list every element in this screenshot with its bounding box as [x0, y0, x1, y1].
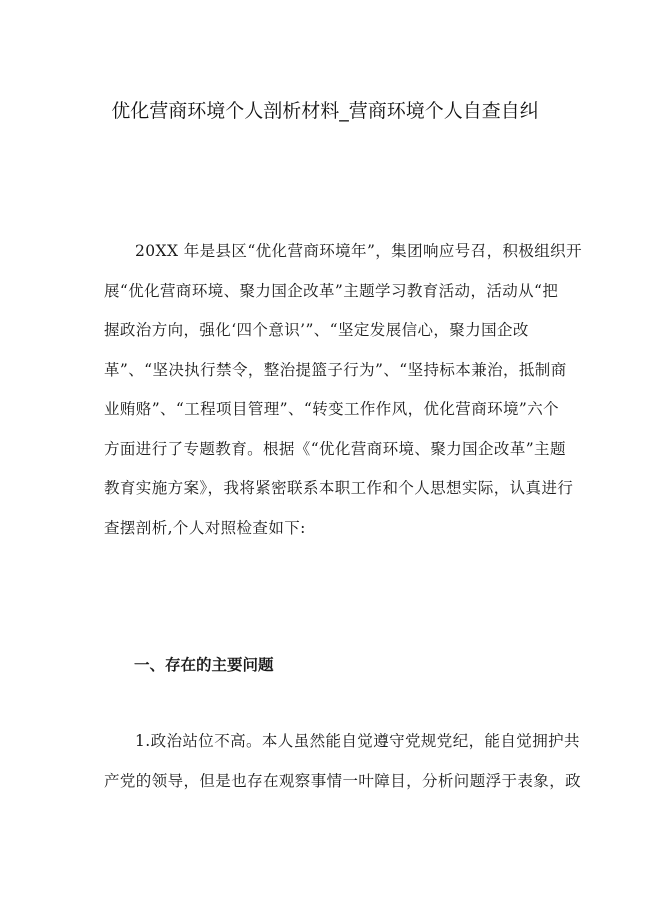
paragraph-line: 方面进行了专题教育。根据《“优化营商环境、聚力国企改革”主题: [104, 439, 566, 458]
paragraph-line: 1.政治站位不高。本人虽然能自觉遵守党规党纪，能自觉拥护共: [135, 732, 580, 750]
paragraph-line: 20XX 年是县区“优化营商环境年”，集团响应号召，积极组织开: [135, 242, 582, 260]
paragraph-line: 产党的领导，但是也存在观察事情一叶障目，分析问题浮于表象，政: [104, 771, 582, 790]
paragraph-line: 查摆剖析,个人对照检查如下:: [104, 518, 306, 537]
paragraph-line: 革”、“坚决执行禁令，整治提篮子行为”、“坚持标本兼治，抵制商: [104, 360, 567, 379]
paragraph-line: 展“优化营商环境、聚力国企改革”主题学习教育活动，活动从“把: [104, 281, 559, 300]
document-title: 优化营商环境个人剖析材料_营商环境个人自查自纠: [111, 100, 539, 122]
paragraph-line: 握政治方向，强化‘四个意识’”、“坚定发展信心，聚力国企改: [104, 321, 529, 339]
section-heading: 一、存在的主要问题: [134, 656, 274, 674]
paragraph-line: 业贿赂”、“工程项目管理”、“转变工作作风，优化营商环境”六个: [104, 400, 560, 418]
intro-paragraph: [104, 232, 582, 548]
paragraph-line: 教育实施方案》，我将紧密联系本职工作和个人思想实际，认真进行: [104, 479, 574, 497]
problem-paragraph: [104, 722, 582, 801]
